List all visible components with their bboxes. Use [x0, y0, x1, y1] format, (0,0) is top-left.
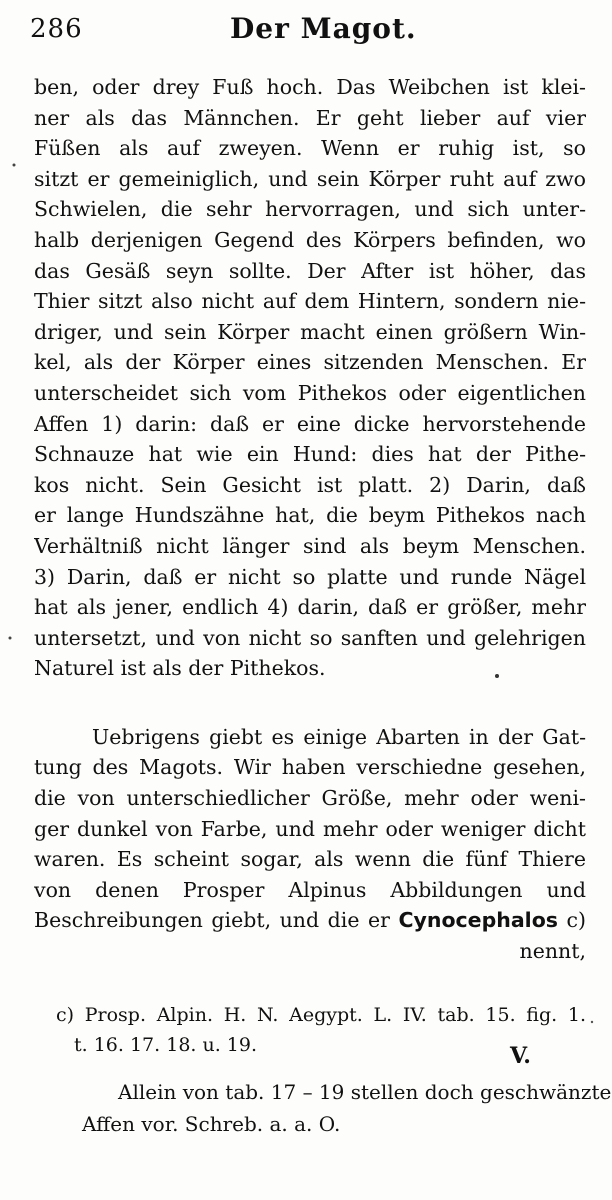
page-number: 286	[30, 14, 83, 44]
text-line: driger, und sein Körper macht einen größern Win-	[34, 319, 586, 344]
paragraph-2	[34, 722, 586, 967]
text-line: hat als jener, endlich 4) darin, daß er größer, mehr	[34, 595, 586, 620]
speck	[9, 637, 12, 640]
text-line: Schwielen, die sehr hervorragen, und sich unter-	[34, 197, 586, 222]
text-line: unterscheidet sich vom Pithekos oder eigentlichen	[34, 380, 586, 405]
text-line: ger dunkel von Farbe, und mehr oder weniger dicht	[34, 816, 586, 841]
text-line	[34, 905, 586, 936]
text-fragment: Beschreibungen giebt, und die er	[34, 908, 399, 933]
text-line: Verhältniß nicht länger sind als beym Menschen.	[34, 533, 586, 558]
text-line: sitzt er gemeiniglich, und sein Körper ruht auf zwo	[34, 166, 586, 191]
text-line: kel, als der Körper eines sitzenden Menschen. Er	[34, 350, 586, 375]
annotation-line: Allein von tab. 17 – 19 stellen doch geschwänzte	[118, 1080, 612, 1104]
text-line: tung des Magots. Wir haben verschiedne gesehen,	[34, 755, 586, 780]
latin-term: Cynocephalos	[398, 908, 558, 933]
body-text	[34, 72, 586, 967]
paragraph-1	[34, 72, 586, 684]
footnote-line: c) Prosp. Alpin. H. N. Aegypt. L. IV. tab. 15. fig. 1.	[56, 1004, 586, 1026]
text-line: ben, oder drey Fuß hoch. Das Weibchen ist klei-	[34, 75, 586, 99]
text-line: Naturel ist als der Pithekos.	[34, 656, 326, 681]
speck	[591, 1021, 593, 1023]
text-line: Füßen als auf zweyen. Wenn er ruhig ist, so	[34, 136, 586, 161]
text-line: waren. Es scheint sogar, als wenn die fünf Thiere	[34, 847, 586, 872]
text-line: er lange Hundszähne hat, die beym Pithekos nach	[34, 503, 586, 528]
text-line: Affen 1) darin: daß er eine dicke hervorstehende	[34, 411, 586, 436]
annotation-line: Affen vor. Schreb. a. a. O.	[82, 1112, 341, 1136]
paragraph-gap	[34, 684, 586, 722]
handwritten-annotation	[82, 1076, 612, 1140]
text-line: ner als das Männchen. Er geht lieber auf vier	[34, 105, 586, 130]
signature-mark: V.	[510, 1043, 531, 1069]
text-line: untersetzt, und von nicht so sanften und gelehrigen	[34, 625, 586, 650]
text-line: 3) Darin, daß er nicht so platte und runde Nägel	[34, 564, 586, 589]
text-line: halb derjenigen Gegend des Körpers befinden, wo	[34, 227, 586, 252]
text-line: die von unterschiedlicher Größe, mehr oder weni-	[34, 786, 586, 811]
text-line: von denen Prosper Alpinus Abbildungen und	[34, 877, 586, 902]
speck	[13, 164, 16, 167]
catchword: nennt,	[519, 939, 586, 964]
footnote	[56, 1000, 586, 1060]
running-head: Der Magot.	[230, 12, 417, 45]
text-line: Uebrigens giebt es einige Abarten in der Gat-	[92, 724, 586, 749]
text-line: kos nicht. Sein Gesicht ist platt. 2) Darin, daß	[34, 472, 586, 497]
footnote-line: t. 16. 17. 18. u. 19.	[74, 1034, 258, 1056]
text-line: Schnauze hat wie ein Hund: dies hat der Pithe-	[34, 442, 586, 467]
footnote-marker: c)	[558, 908, 586, 933]
text-line: das Gesäß seyn sollte. Der After ist höher, das	[34, 258, 586, 283]
text-line: Thier sitzt also nicht auf dem Hintern, sondern nie-	[34, 289, 586, 314]
page-header	[30, 10, 590, 50]
